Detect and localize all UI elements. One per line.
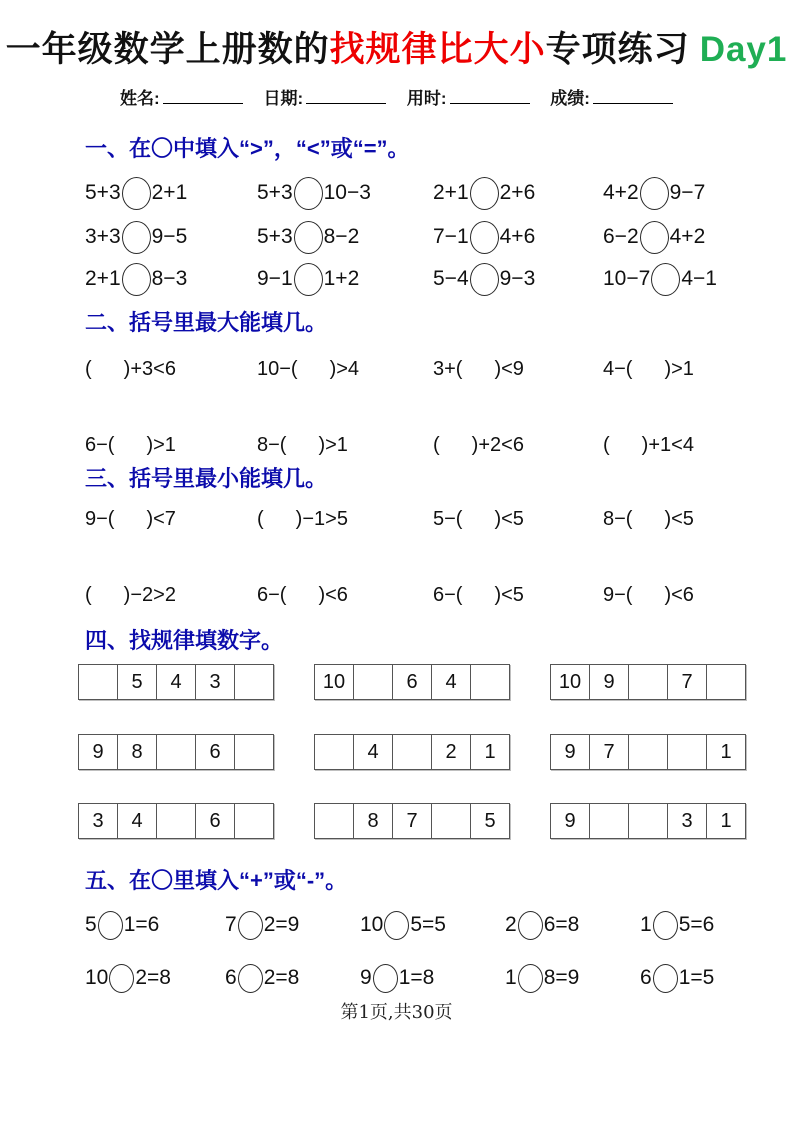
right-equation: 2=9 (263, 913, 300, 936)
bracket-post: )<9 (494, 357, 524, 380)
sequence-table (78, 664, 274, 700)
left-expression: 2+1 (85, 267, 121, 290)
bracket-post: )+2<6 (471, 433, 524, 456)
sequence-cell: 5 (117, 665, 156, 699)
answer-circle (122, 177, 151, 210)
answer-gap (264, 519, 296, 520)
left-expression: 2+1 (433, 181, 469, 204)
compare-item (603, 220, 793, 254)
answer-gap (114, 445, 146, 446)
section-max-fill (0, 308, 793, 458)
sequence-cell (628, 804, 667, 838)
right-equation: 2=8 (263, 966, 300, 989)
compare-item (85, 176, 257, 210)
operator-circle (518, 911, 543, 940)
sequence-cell: 4 (156, 665, 195, 699)
left-expression: 6−2 (603, 225, 639, 248)
sequence-row (0, 664, 793, 700)
sequence-cell (234, 804, 273, 838)
answer-circle (640, 177, 669, 210)
sequence-cell: 9 (551, 804, 589, 838)
plus-minus-item (505, 963, 640, 993)
bracket-post: )<5 (494, 507, 524, 530)
bracket-pre: 6−( (257, 583, 287, 606)
sequence-row (0, 734, 793, 770)
bracket-post: )−1>5 (295, 507, 348, 530)
right-expression: 4−1 (681, 267, 717, 290)
sequence-table (314, 734, 510, 770)
sequence-cell: 3 (195, 665, 234, 699)
sequence-cell: 2 (431, 735, 470, 769)
answer-circle (294, 263, 323, 296)
section-pattern (0, 626, 793, 839)
answer-gap (440, 445, 472, 446)
compare-row (0, 176, 793, 210)
bracket-pre: ( (85, 357, 92, 380)
operator-circle (384, 911, 409, 940)
left-number: 6 (225, 966, 237, 989)
right-expression: 2+6 (499, 181, 536, 204)
left-number: 1 (505, 966, 517, 989)
bracket-post: )+1<4 (641, 433, 694, 456)
bracket-post: )>1 (664, 357, 694, 380)
right-equation: 5=5 (410, 913, 446, 936)
answer-circle (122, 263, 151, 296)
left-expression: 10−7 (603, 267, 651, 290)
left-number: 5 (85, 913, 97, 936)
score-field (550, 89, 673, 108)
right-expression: 9−3 (499, 267, 536, 290)
bracket-post: )<5 (494, 583, 524, 606)
bracket-post: )>1 (146, 433, 176, 456)
plus-minus-item (640, 910, 793, 940)
bracket-item (257, 582, 433, 608)
bracket-post: )<6 (318, 583, 348, 606)
sequence-cell (315, 735, 353, 769)
left-number: 1 (640, 913, 652, 936)
bracket-item (603, 582, 793, 608)
score-label: 成绩: (550, 89, 590, 108)
name-blank-line (163, 88, 243, 104)
bracket-item (603, 432, 793, 458)
compare-item (433, 262, 603, 296)
bracket-item (433, 356, 603, 382)
left-number: 7 (225, 913, 237, 936)
answer-gap (632, 369, 664, 370)
answer-gap (462, 369, 494, 370)
page-number: 第1页,共30页 (340, 1002, 453, 1023)
bracket-item (433, 582, 603, 608)
sequence-table (314, 664, 510, 700)
sequence-table (314, 803, 510, 839)
plus-minus-row (0, 910, 793, 940)
plus-minus-row (0, 963, 793, 993)
left-expression: 5−4 (433, 267, 469, 290)
compare-item (433, 176, 603, 210)
left-expression: 4+2 (603, 181, 639, 204)
sequence-cell: 4 (117, 804, 156, 838)
bracket-pre: 5−( (433, 507, 463, 530)
sequence-cell: 4 (353, 735, 392, 769)
right-equation: 1=5 (678, 966, 715, 989)
answer-gap (114, 519, 146, 520)
plus-minus-item (360, 910, 505, 940)
bracket-post: )>1 (318, 433, 348, 456)
student-info-row (0, 84, 793, 109)
bracket-pre: 6−( (85, 433, 115, 456)
compare-item (85, 262, 257, 296)
bracket-post: )−2>2 (123, 583, 176, 606)
bracket-item (433, 506, 603, 532)
section3-heading: 三、括号里最小能填几。 (85, 466, 328, 491)
date-field (263, 89, 402, 108)
left-number: 10 (360, 913, 384, 936)
answer-gap (92, 595, 124, 596)
sequence-cell (156, 735, 195, 769)
right-expression: 8−2 (323, 225, 360, 248)
right-expression: 10−3 (323, 181, 371, 204)
bracket-post: )<6 (664, 583, 694, 606)
bracket-pre: 8−( (603, 507, 633, 530)
operator-circle (373, 964, 398, 993)
operator-circle (98, 911, 123, 940)
worksheet-title (0, 22, 793, 72)
bracket-pre: 8−( (257, 433, 287, 456)
bracket-pre: ( (433, 433, 440, 456)
answer-circle (294, 221, 323, 254)
answer-gap (286, 445, 318, 446)
compare-item (433, 220, 603, 254)
compare-item (603, 262, 793, 296)
bracket-pre: 3+( (433, 357, 463, 380)
section4-heading: 四、找规律填数字。 (85, 628, 284, 653)
bracket-item (257, 356, 433, 382)
sequence-cell: 1 (706, 735, 745, 769)
sequence-cell: 6 (195, 735, 234, 769)
sequence-cell: 4 (431, 665, 470, 699)
right-expression: 9−7 (669, 181, 706, 204)
date-label: 日期: (263, 89, 304, 108)
sequence-cell: 1 (706, 804, 745, 838)
right-equation: 2=8 (135, 966, 171, 989)
time-field (407, 89, 546, 108)
answer-gap (462, 519, 494, 520)
sequence-cell (431, 804, 470, 838)
bracket-item (85, 432, 257, 458)
right-equation: 1=6 (123, 913, 160, 936)
sequence-cell: 3 (79, 804, 117, 838)
operator-circle (653, 964, 678, 993)
bracket-pre: ( (85, 583, 92, 606)
bracket-row (0, 356, 793, 382)
section-plus-minus (0, 866, 793, 993)
sequence-cell: 7 (392, 804, 431, 838)
answer-circle (470, 221, 499, 254)
section2-heading: 二、括号里最大能填几。 (85, 310, 328, 335)
operator-circle (518, 964, 543, 993)
left-expression: 3+3 (85, 225, 121, 248)
right-equation: 1=8 (398, 966, 435, 989)
operator-circle (238, 911, 263, 940)
plus-minus-item (225, 963, 360, 993)
bracket-item (603, 506, 793, 532)
bracket-post: )+3<6 (123, 357, 176, 380)
bracket-row (0, 582, 793, 608)
answer-gap (632, 595, 664, 596)
bracket-item (433, 432, 603, 458)
title-part-grade: 一年级数学上册数的 (5, 30, 330, 69)
sequence-cell (628, 735, 667, 769)
operator-circle (109, 964, 134, 993)
right-equation: 8=9 (543, 966, 580, 989)
sequence-cell: 7 (589, 735, 628, 769)
sequence-cell: 9 (589, 665, 628, 699)
sequence-cell: 8 (117, 735, 156, 769)
sequence-cell (470, 665, 509, 699)
time-blank-line (450, 88, 530, 104)
left-number: 10 (85, 966, 109, 989)
sequence-cell: 1 (470, 735, 509, 769)
bracket-item (85, 582, 257, 608)
right-equation: 6=8 (543, 913, 580, 936)
compare-item (85, 220, 257, 254)
sequence-table (550, 664, 746, 700)
compare-item (257, 176, 433, 210)
name-field (120, 89, 259, 108)
plus-minus-item (85, 963, 225, 993)
sequence-cell: 9 (79, 735, 117, 769)
left-number: 9 (360, 966, 372, 989)
plus-minus-item (85, 910, 225, 940)
section1-heading: 一、在〇中填入“>”，“<”或“=”。 (85, 136, 410, 161)
compare-item (603, 176, 793, 210)
answer-gap (286, 595, 318, 596)
bracket-item (257, 506, 433, 532)
compare-item (257, 220, 433, 254)
sequence-cell: 5 (470, 804, 509, 838)
bracket-row (0, 506, 793, 532)
bracket-pre: 4−( (603, 357, 633, 380)
sequence-cell (706, 665, 745, 699)
sequence-cell (234, 665, 273, 699)
sequence-table (78, 803, 274, 839)
bracket-item (603, 356, 793, 382)
sequence-cell (353, 665, 392, 699)
sequence-cell (79, 665, 117, 699)
bracket-row (0, 432, 793, 458)
bracket-item (85, 506, 257, 532)
sequence-cell: 3 (667, 804, 706, 838)
bracket-pre: 10−( (257, 357, 298, 380)
right-equation: 5=6 (678, 913, 715, 936)
answer-gap (298, 369, 330, 370)
compare-row (0, 220, 793, 254)
operator-circle (653, 911, 678, 940)
answer-circle (470, 177, 499, 210)
section-min-fill (0, 464, 793, 608)
name-label: 姓名: (120, 89, 160, 108)
sequence-cell (392, 735, 431, 769)
left-number: 2 (505, 913, 517, 936)
sequence-cell (628, 665, 667, 699)
sequence-cell: 9 (551, 735, 589, 769)
sequence-cell: 7 (667, 665, 706, 699)
bracket-post: )<7 (146, 507, 176, 530)
compare-row (0, 262, 793, 296)
left-expression: 9−1 (257, 267, 293, 290)
bracket-pre: 6−( (433, 583, 463, 606)
title-day-tag: Day1 (699, 30, 788, 69)
plus-minus-item (505, 910, 640, 940)
sequence-cell (156, 804, 195, 838)
sequence-table (550, 803, 746, 839)
bracket-pre: 9−( (603, 583, 633, 606)
bracket-item (85, 356, 257, 382)
sequence-cell: 6 (392, 665, 431, 699)
compare-item (257, 262, 433, 296)
right-expression: 1+2 (323, 267, 360, 290)
right-expression: 9−5 (151, 225, 188, 248)
bracket-post: )>4 (329, 357, 360, 380)
answer-circle (640, 221, 669, 254)
sequence-cell (667, 735, 706, 769)
sequence-cell: 6 (195, 804, 234, 838)
answer-circle (470, 263, 499, 296)
answer-circle (294, 177, 323, 210)
plus-minus-item (360, 963, 505, 993)
sequence-cell: 10 (551, 665, 589, 699)
score-blank-line (593, 88, 673, 104)
right-expression: 2+1 (151, 181, 188, 204)
plus-minus-item (225, 910, 360, 940)
sequence-cell (234, 735, 273, 769)
sequence-cell (315, 804, 353, 838)
answer-gap (462, 595, 494, 596)
section-compare (0, 134, 793, 296)
answer-circle (122, 221, 151, 254)
answer-gap (632, 519, 664, 520)
answer-circle (651, 263, 680, 296)
right-expression: 4+2 (669, 225, 706, 248)
right-expression: 4+6 (499, 225, 536, 248)
left-expression: 5+3 (257, 181, 293, 204)
bracket-item (257, 432, 433, 458)
bracket-pre: ( (257, 507, 264, 530)
title-part-topic: 找规律比大小 (329, 30, 546, 69)
time-label: 用时: (406, 89, 447, 108)
operator-circle (238, 964, 263, 993)
plus-minus-item (640, 963, 793, 993)
answer-gap (92, 369, 124, 370)
sequence-cell: 10 (315, 665, 353, 699)
right-expression: 8−3 (151, 267, 188, 290)
bracket-post: )<5 (664, 507, 694, 530)
left-number: 6 (640, 966, 652, 989)
bracket-pre: ( (603, 433, 610, 456)
sequence-table (550, 734, 746, 770)
left-expression: 5+3 (257, 225, 293, 248)
date-blank-line (306, 88, 386, 104)
left-expression: 5+3 (85, 181, 121, 204)
answer-gap (610, 445, 642, 446)
title-part-practice: 专项练习 (545, 30, 690, 69)
sequence-row (0, 803, 793, 839)
section5-heading: 五、在〇里填入“+”或“-”。 (85, 868, 348, 893)
left-expression: 7−1 (433, 225, 469, 248)
sequence-table (78, 734, 274, 770)
bracket-pre: 9−( (85, 507, 115, 530)
sequence-cell (589, 804, 628, 838)
sequence-cell: 8 (353, 804, 392, 838)
